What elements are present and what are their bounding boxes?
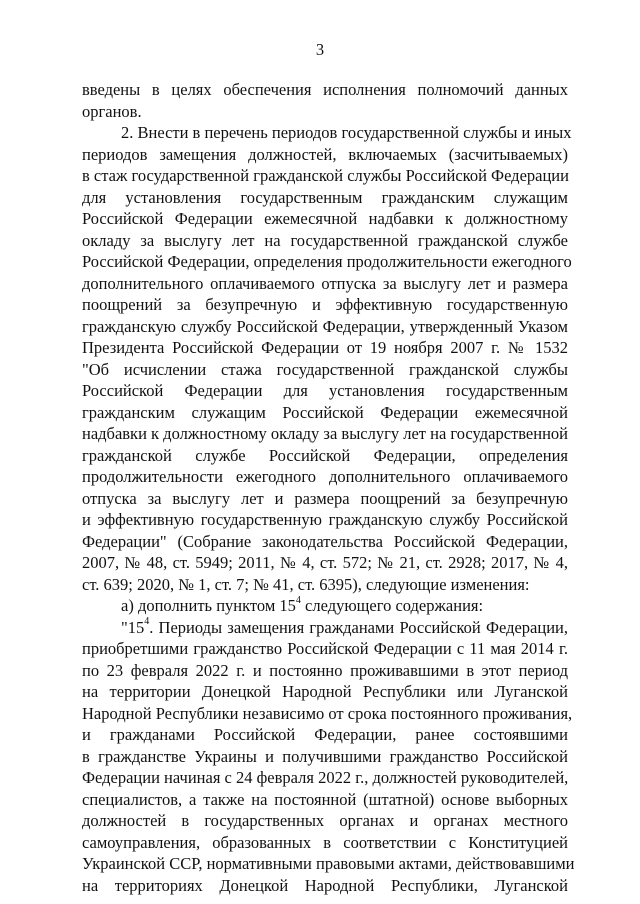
text-line: [82, 617, 568, 639]
text-line: дополнительного оплачиваемого отпуска за выслугу лет и размера: [82, 273, 568, 293]
superscript: 4: [144, 616, 150, 627]
text-line: Федерации" (Собрание законодательства Российской Федерации,: [82, 531, 568, 551]
text-line: Российской Федерации ежемесячной надбавки к должностному: [82, 209, 568, 228]
text-line: [82, 595, 568, 617]
text-segment: а) дополнить пунктом 15: [121, 596, 296, 615]
text-line: приобретшими гражданство Российской Федерации с 11 мая 2014 г.: [82, 639, 568, 658]
text-line: Президента Российской Федерации от 19 ноября 2007 г. № 1532: [82, 338, 568, 357]
text-line: введены в целях обеспечения исполнения полномочий данных: [82, 80, 568, 99]
text-line: и гражданами Российской Федерации, ранее состоявшими: [82, 725, 568, 744]
text-line: на территории Донецкой Народной Республики или Луганской: [82, 682, 568, 701]
text-segment: . Периоды замещения гражданами Российской Федерации,: [149, 617, 568, 637]
text-segment: следующего содержания:: [300, 596, 484, 615]
text-line: для установления государственным гражданским служащим: [82, 187, 568, 207]
superscript: 4: [295, 594, 301, 606]
paragraph-block-1: [82, 79, 572, 595]
text-line: гражданским служащим Российской Федерации ежемесячной: [82, 402, 568, 422]
text-line: Народной Республики независимо от срока постоянного проживания,: [82, 703, 573, 723]
text-line: органов.: [82, 101, 142, 121]
text-line: надбавки к должностному окладу за выслугу лет на государственной: [82, 424, 568, 443]
text-line: специалистов, а также на постоянной (штатной) основе выборных: [82, 789, 568, 809]
text-line: ст. 639; 2020, № 1, ст. 7; № 41, ст. 6395), следующие изменения:: [82, 574, 530, 594]
text-line: Федерации начиная с 24 февраля 2022 г., должностей руководителей,: [82, 768, 569, 787]
text-line: окладу за выслугу лет на государственной гражданской службе: [82, 230, 568, 250]
text-line: по 23 февраля 2022 г. и постоянно проживавшими в этот период: [82, 660, 568, 680]
text-line: Российской Федерации для установления государственным: [82, 381, 568, 400]
text-line: отпуска за выслугу лет и размера поощрений за безупречную: [82, 488, 568, 508]
text-line: и эффективную государственную гражданскую службу Российской: [82, 510, 568, 529]
document-body: [82, 79, 575, 896]
text-line: на территориях Донецкой Народной Республики, Луганской: [82, 875, 568, 895]
text-line: самоуправления, образованных в соответствии с Конституцией: [82, 832, 568, 852]
text-line: "Об исчислении стажа государственной гражданской службы: [82, 359, 568, 379]
text-line: 2. Внести в перечень периодов государственной службы и иных: [121, 123, 572, 142]
text-line: 2007, № 48, ст. 5949; 2011, № 4, ст. 572; № 21, ст. 2928; 2017, № 4,: [82, 553, 568, 572]
text-line: должностей в государственных органах и органах местного: [82, 811, 568, 830]
text-line: Российской Федерации, определения продолжительности ежегодного: [82, 252, 572, 271]
text-line: в гражданстве Украины и получившими гражданство Российской: [82, 746, 568, 766]
text-line: периодов замещения должностей, включаемых (засчитываемых): [82, 144, 568, 164]
text-line: гражданскую службу Российской Федерации, утвержденный Указом: [82, 316, 568, 336]
text-line: в стаж государственной гражданской службы Российской Федерации: [82, 166, 569, 185]
paragraph-block-2: [82, 638, 575, 896]
text-line: продолжительности ежегодного дополнительного оплачиваемого: [82, 467, 568, 486]
text-line: гражданской службе Российской Федерации, определения: [82, 445, 568, 465]
page-number: 3: [315, 40, 325, 59]
text-line: Украинской ССР, нормативными правовыми актами, действовавшими: [82, 854, 575, 873]
text-segment: "15: [121, 617, 145, 637]
text-line: поощрений за безупречную и эффективную государственную: [82, 295, 568, 314]
